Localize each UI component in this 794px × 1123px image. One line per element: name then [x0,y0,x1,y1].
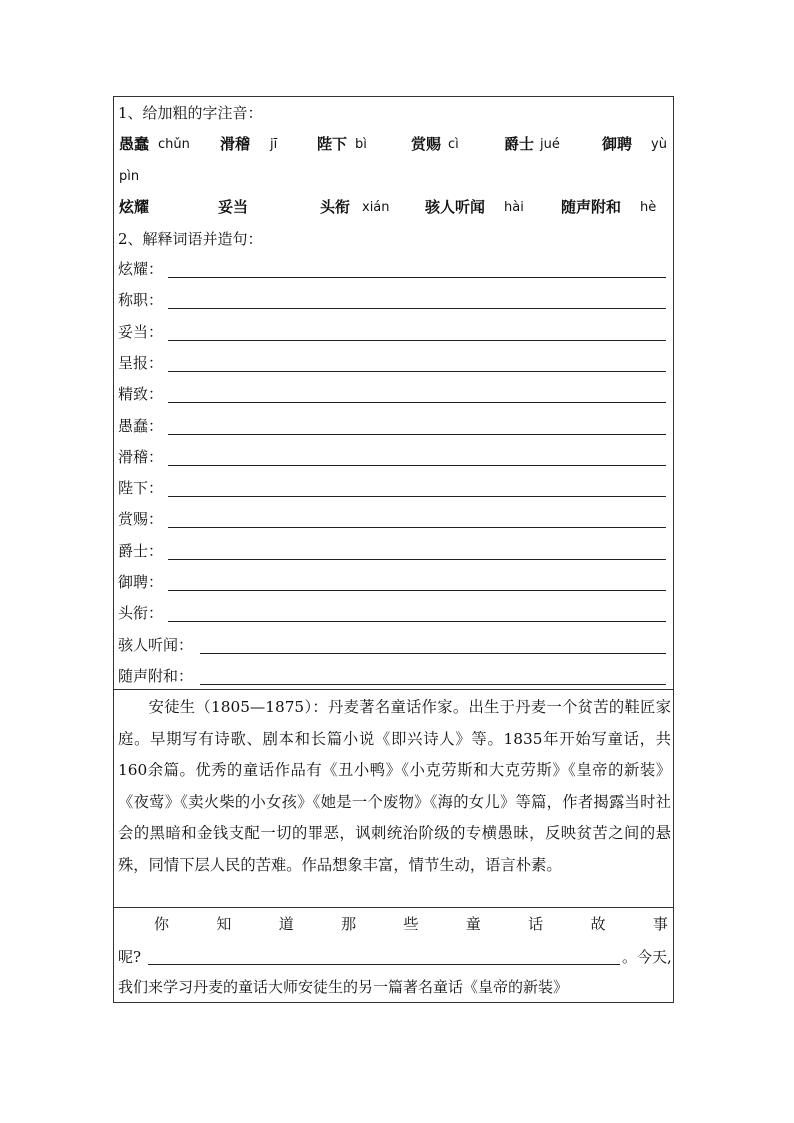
definition-label: 妥当： [118,322,164,341]
section2-heading: 2、解释词语并造句： [118,230,263,248]
author-bio-cell [114,690,673,908]
intro-char: 话 [528,915,544,933]
definition-label: 御聘： [118,573,164,591]
intro-char: 些 [403,915,419,933]
intro-line3: 我们来学习丹麦的童话大师安徒生的另一篇著名童话《皇帝的新装》 [118,978,569,996]
intro-char: 知 [216,915,232,933]
definition-label: 陛下： [118,479,164,498]
pinyin-3: bì [355,137,367,152]
section1-heading: 1、给加粗的字注音： [118,104,263,122]
pinyin-1: chǔn [158,137,190,152]
pinyin-6-wrap: pìn [119,169,140,184]
word-9: 头衔 [320,198,351,216]
intro-char: 道 [278,915,294,933]
word-10: 骇人听闻 [425,198,486,216]
definition-label: 称职： [118,291,164,310]
pinyin-2: jī [270,137,278,152]
definition-label: 随声附和： [118,666,194,685]
definition-answer-line[interactable] [168,496,666,497]
intro-spaced-line [154,914,668,934]
answer-blank[interactable] [148,964,620,965]
definition-label: 滑稽： [118,447,164,466]
pinyin-9: xián [362,200,390,215]
word-11: 随声附和 [561,198,622,216]
definition-answer-line[interactable] [168,621,666,622]
word-6: 御聘 [602,135,633,153]
word-3: 陛下 [317,135,348,153]
worksheet-table [113,96,674,1003]
pinyin-6: yù [651,137,667,152]
definition-answer-line[interactable] [168,308,666,309]
word-8: 妥当 [218,198,249,216]
intro-line2-suffix: 。今天, [622,948,672,966]
word-2: 滑稽 [220,135,251,153]
definition-answer-line[interactable] [168,527,666,528]
definition-label: 精致： [118,385,164,404]
definition-answer-line[interactable] [168,434,666,435]
author-bio: 安徒生（1805—1875）：丹麦著名童话作家。出生于丹麦一个贫苦的鞋匠家庭。早期写有诗歌、剧本和长篇小说《即兴诗人》等。1835年开始写童话，共160余篇。优秀的童话作品有《丑小鸭》《小克劳斯和大克劳斯》《皇帝的新装》《夜莺》《卖火柴的小女孩》《她是一个废物》《海的女儿》等篇，作者揭露当时社会的黑暗和金钱支配一切的罪恶，讽刺统治阶级的专横愚昧，反映贫苦之间的悬殊，同情下层人民的苦难。作品想象丰富，情节生动，语言朴素。 [118,698,671,874]
pinyin-11: hè [640,200,657,215]
definition-label: 呈报： [118,353,164,372]
pinyin-10: hài [504,200,524,215]
intro-char: 你 [154,915,170,933]
intro-char: 故 [590,915,606,933]
definition-answer-line[interactable] [168,277,666,278]
definition-label: 骇人听闻： [118,635,194,654]
pinyin-4: cì [448,137,459,152]
vocabulary-cell [114,97,673,690]
intro-char: 事 [652,915,668,933]
word-4: 赏赐 [411,135,442,153]
word-1: 愚蠢 [119,135,150,153]
intro-cell [114,908,673,1002]
definition-answer-line[interactable] [200,653,666,654]
intro-char: 童 [465,915,481,933]
pinyin-5: jué [540,137,560,152]
definition-label: 头衔： [118,604,164,623]
intro-line2-prefix: 呢? [118,948,142,966]
definition-label: 赏赐： [118,510,164,529]
definition-label: 愚蠢： [118,416,164,435]
definition-answer-line[interactable] [168,340,666,341]
intro-char: 那 [341,915,357,933]
definition-label: 炫耀： [118,260,164,278]
word-5: 爵士 [504,135,535,153]
definition-label: 爵士： [118,541,164,560]
word-7: 炫耀 [119,198,150,216]
definition-answer-line[interactable] [200,684,666,685]
definition-answer-line[interactable] [168,590,666,591]
definition-answer-line[interactable] [168,465,666,466]
definition-answer-line[interactable] [168,371,666,372]
definition-answer-line[interactable] [168,402,666,403]
definition-answer-line[interactable] [168,559,666,560]
